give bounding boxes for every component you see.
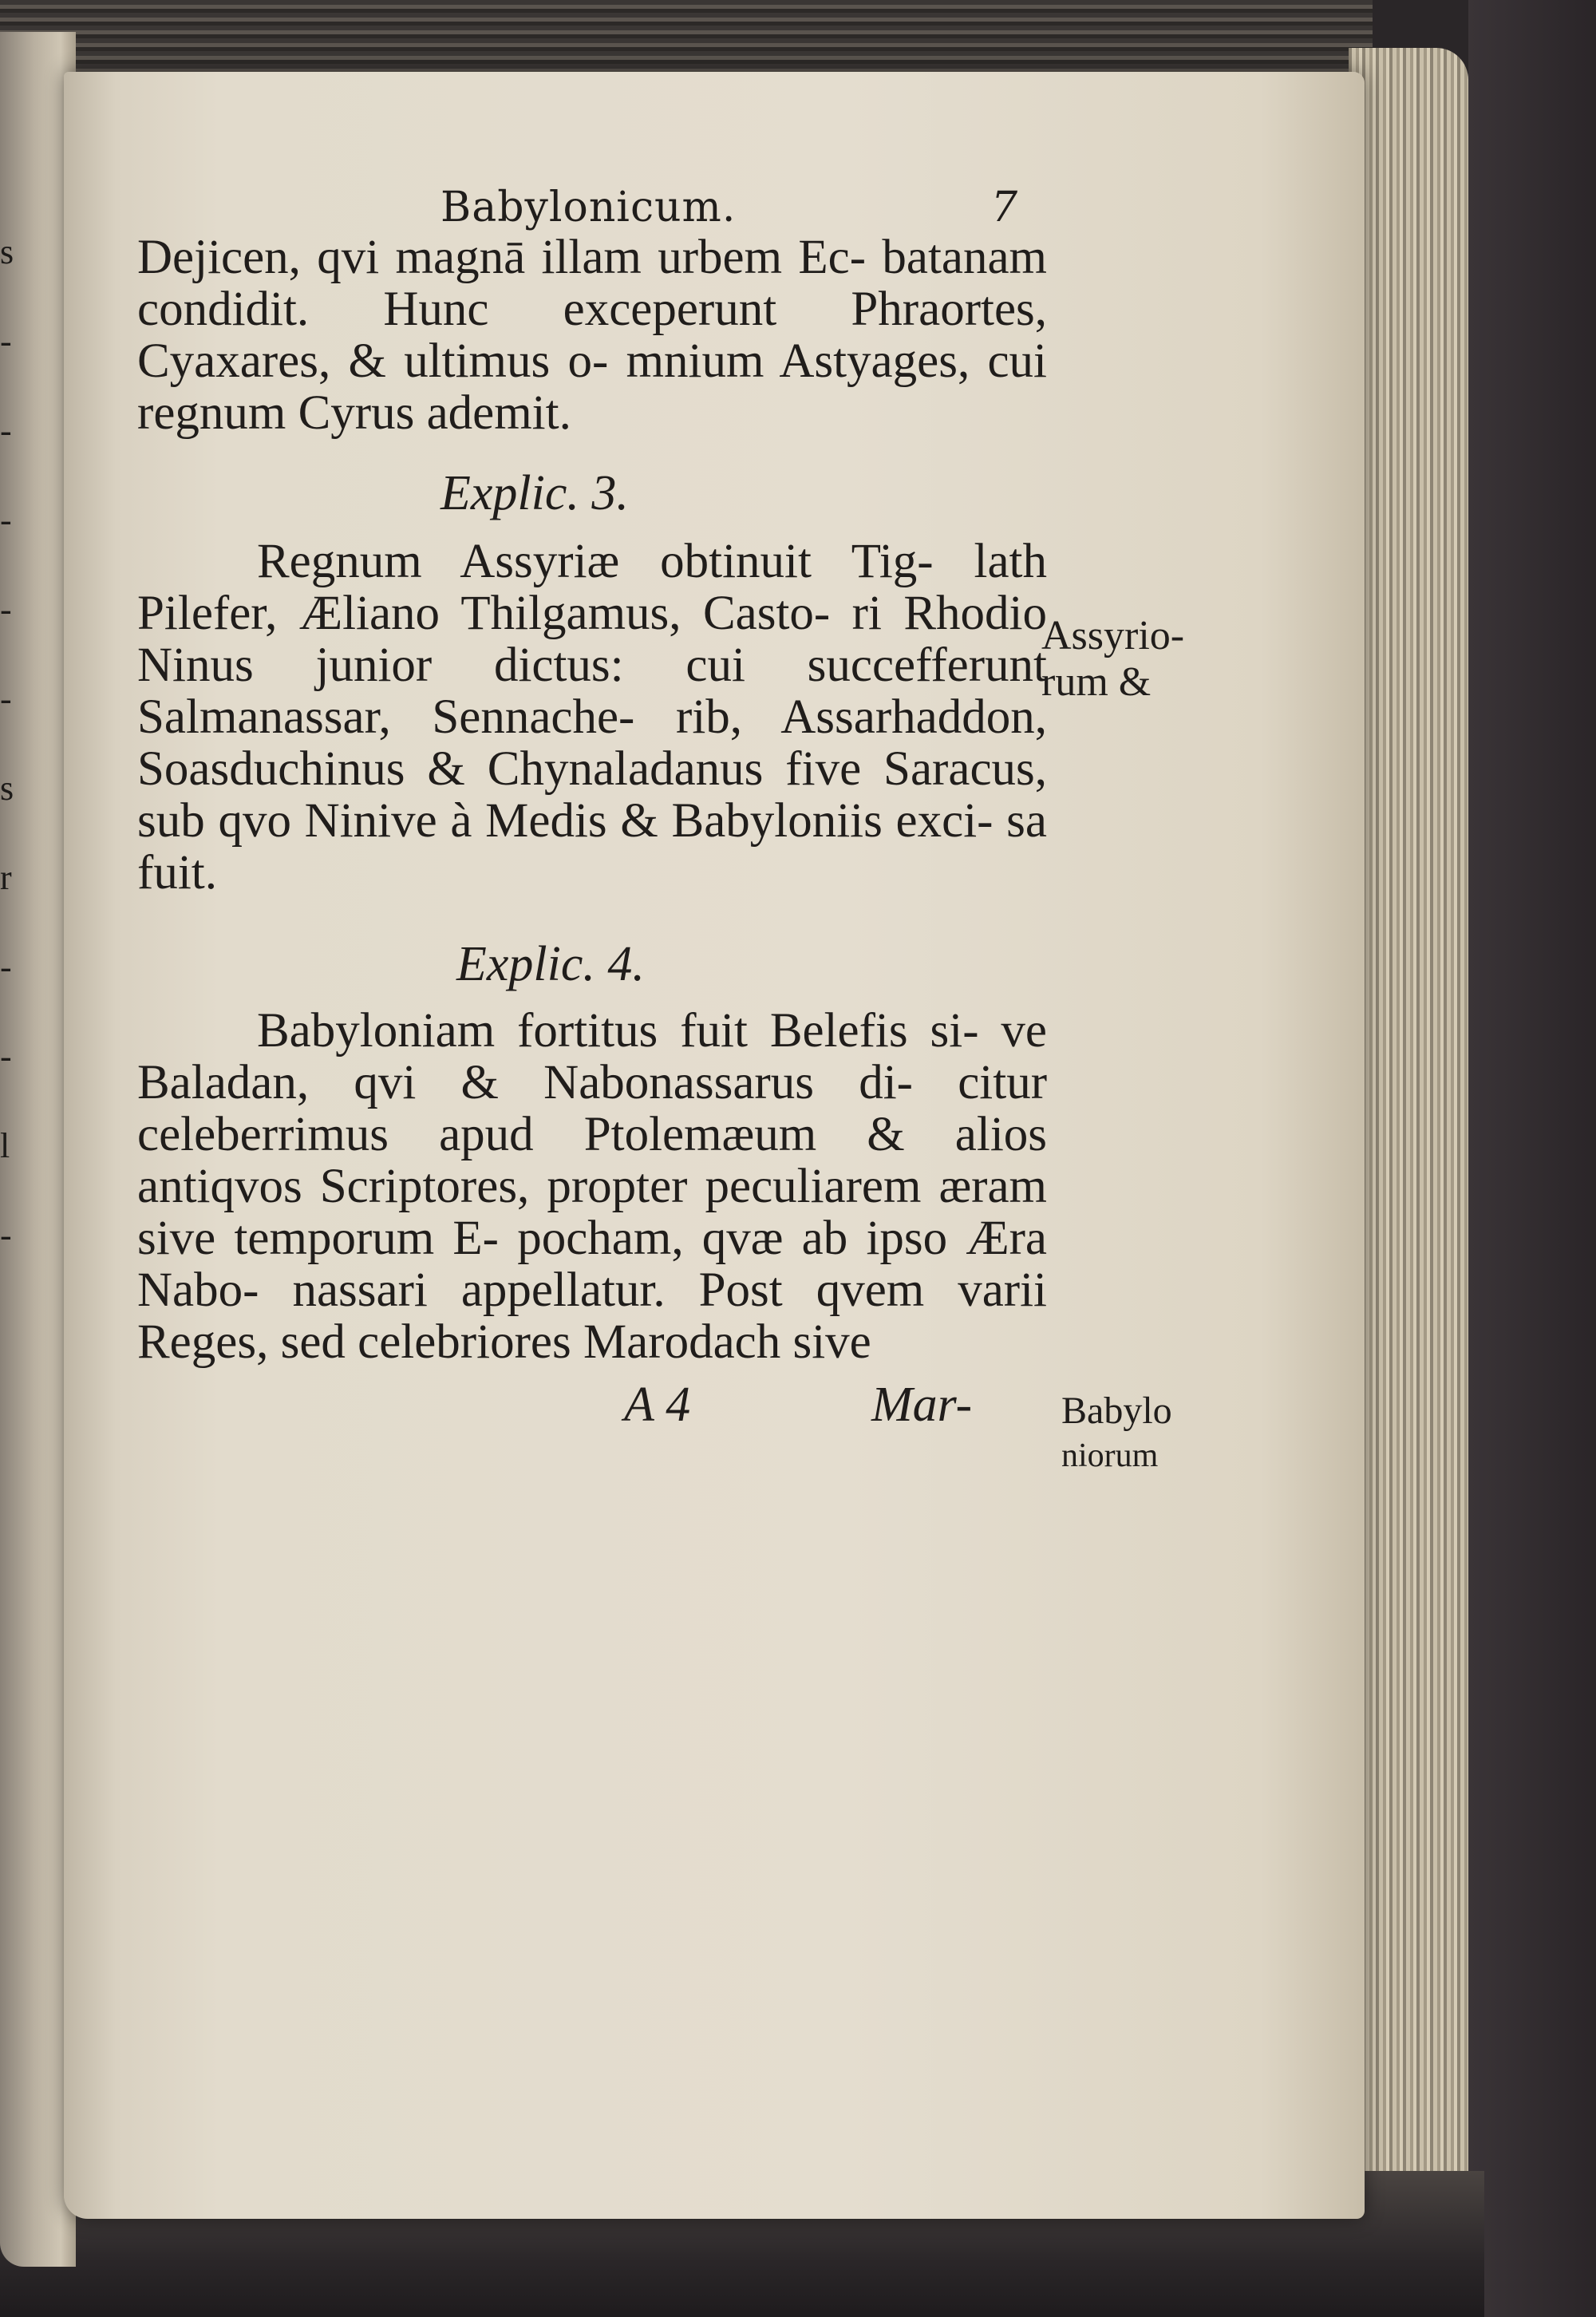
text-line: citur celeberrimus apud Ptolemæum	[137, 1056, 1048, 1161]
facing-page-fragment: l	[0, 1126, 10, 1165]
paragraph-intro	[137, 231, 1047, 439]
facing-page-fragment: -	[0, 322, 12, 361]
facing-page-fragment: -	[0, 411, 12, 450]
paragraph-explic-3	[137, 536, 1047, 899]
signature-mark: A 4	[624, 1378, 691, 1432]
text-line: Reges, sed celebriores Marodach sive	[137, 1315, 871, 1369]
section-heading-explic-3: Explic. 3.	[440, 466, 629, 520]
text-line: peculiarem æram sive temporum E-	[137, 1160, 1047, 1265]
catchline	[137, 1379, 1047, 1443]
facing-page-fragment: -	[0, 590, 12, 629]
margin-note-assyriorum	[1041, 613, 1225, 706]
running-head-title: Babylonicum.	[440, 184, 737, 231]
margin-note-line: niorum	[1061, 1437, 1159, 1474]
paragraph-explic-4	[137, 1005, 1047, 1368]
text-line: mnium Astyages, cui regnum Cyrus	[137, 334, 1047, 440]
text-line: pocham, qvæ ab ipso Æra Nabo-	[137, 1212, 1047, 1317]
background-dark-right	[1468, 0, 1596, 2317]
text-line: ri Rhodio Ninus junior dictus: cui	[137, 587, 1047, 692]
text-line: Dejicen, qvi magnā illam urbem Ec-	[137, 231, 867, 284]
text-line: ademit.	[426, 386, 571, 440]
text-line: rib, Assarhaddon, Soasduchinus &	[137, 690, 1048, 796]
page-body	[137, 231, 1047, 1443]
facing-page-fragment: -	[0, 679, 12, 718]
text-line: nassari appellatur. Post qvem varii	[292, 1263, 1047, 1317]
text-line: Ninive à Medis & Babyloniis exci-	[304, 794, 994, 848]
text-line: batanam condidit. Hunc exceperunt	[137, 231, 1047, 336]
facing-page-fragment: -	[0, 500, 12, 540]
text-line: Phraortes, Cyaxares, & ultimus o-	[137, 283, 1048, 388]
section-heading-explic-4: Explic. 4.	[456, 937, 645, 991]
text-line: Regnum Assyriæ obtinuit Tig-	[257, 535, 934, 588]
margin-note-line: rum &	[1041, 659, 1152, 705]
facing-page-fragment: -	[0, 1216, 12, 1255]
text-line: sa fuit.	[137, 794, 1047, 900]
margin-note-babyloniorum	[1061, 1389, 1221, 1478]
text-line: succefferunt Salmanassar, Sennache-	[137, 639, 1047, 744]
margin-note-line: Babylo	[1061, 1390, 1172, 1432]
book-page-edges	[1349, 48, 1468, 2203]
facing-page-fragment: s	[0, 232, 14, 271]
text-line: lath Pilefer, Æliano Thilgamus, Casto-	[137, 535, 1047, 640]
text-line: & alios antiqvos Scriptores, propter	[137, 1108, 1048, 1213]
margin-note-line: Assyrio-	[1041, 613, 1185, 658]
facing-page-fragment: s	[0, 769, 14, 808]
page-number: 7	[991, 184, 1018, 231]
text-line: Chynaladanus five Saracus, sub qvo	[137, 742, 1048, 848]
facing-page-fragment: r	[0, 858, 12, 897]
facing-page-text-fragments	[0, 208, 24, 1963]
facing-page-fragment: -	[0, 947, 12, 987]
text-line: Babyloniam fortitus fuit Belefis si-	[257, 1004, 979, 1058]
text-line: ve Baladan, qvi & Nabonassarus di-	[137, 1004, 1047, 1109]
facing-page-fragment: -	[0, 1037, 12, 1076]
catchword: Mar-	[871, 1378, 973, 1432]
